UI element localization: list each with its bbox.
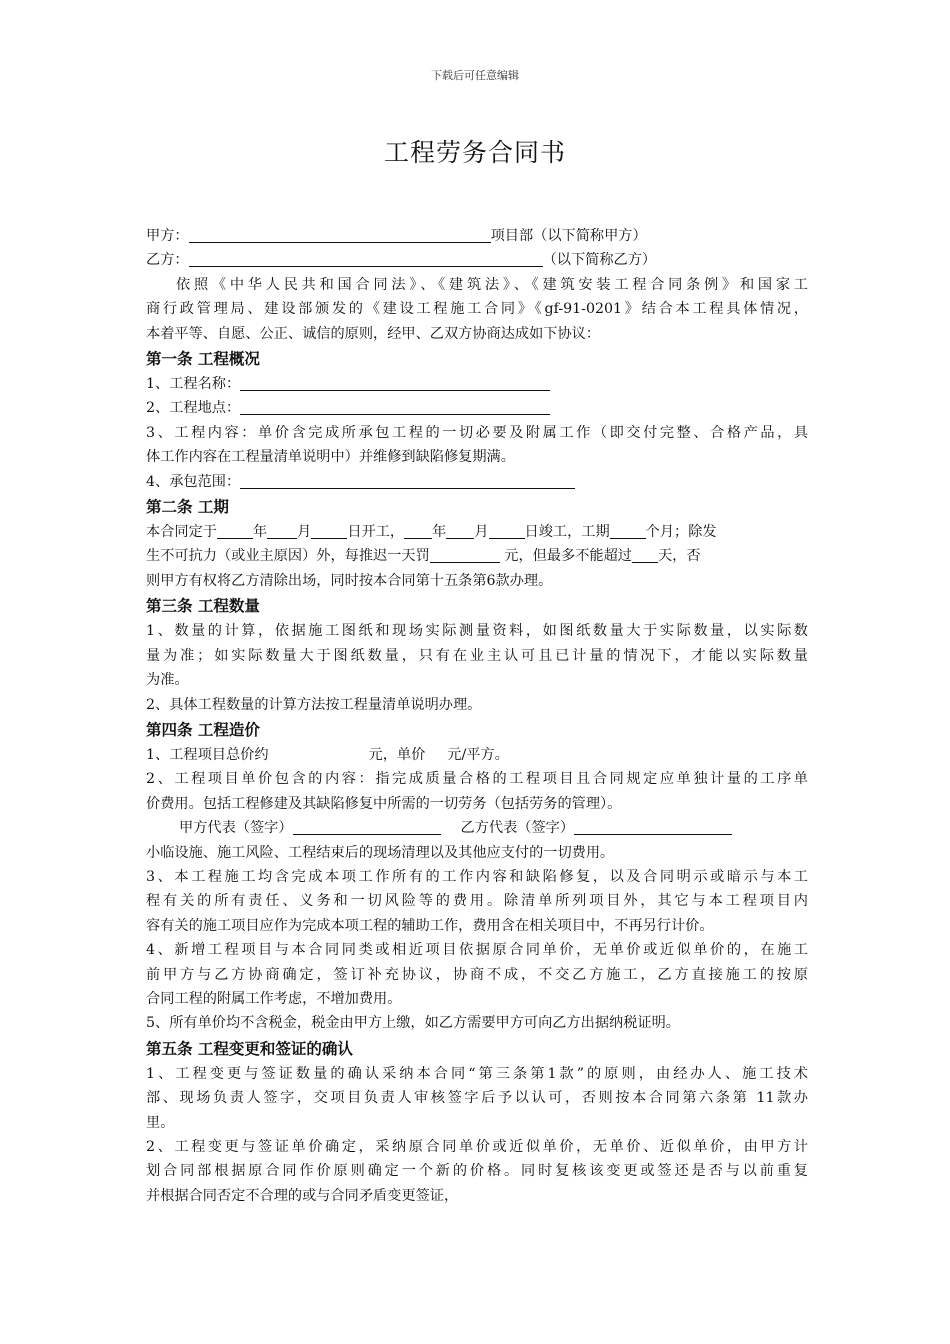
party-b-rep-blank <box>574 818 732 835</box>
cost-line-5: 4、新增工程项目与本合同同类或相近项目依据原合同单价，无单价或近似单价的，在施工 <box>146 942 808 959</box>
quantity-line-4: 2、具体工程数量的计算方法按工程量清单说明办理。 <box>146 696 482 713</box>
start-day-blank <box>311 522 347 539</box>
text: 1、工程项目总价约 <box>146 746 269 763</box>
text: 元，但最多不能超过 <box>499 548 632 565</box>
party-a-suffix: 项目部（以下简称甲方） <box>490 228 647 244</box>
start-year-blank <box>217 522 253 539</box>
text: 月 <box>474 524 489 541</box>
project-scope-line <box>146 470 808 494</box>
end-month-blank <box>446 522 474 539</box>
project-scope-label: 4、承包范围： <box>146 473 241 490</box>
text: 元，单价 <box>368 746 426 763</box>
party-b-blank <box>189 250 543 267</box>
intro-line-3: 本着平等、自愿、公正、诚信的原则，经甲、乙双方协商达成如下协议： <box>146 325 601 342</box>
text: 年 <box>252 524 268 541</box>
party-a-line <box>146 224 808 248</box>
project-content-line-2: 体工作内容在工程量清单说明中）并维修到缺陷修复期满。 <box>146 449 515 466</box>
price-content-line-1: 2、工程项目单价包含的内容：指完成质量合格的工程项目且合同规定应单独计量的工序单 <box>146 771 808 788</box>
project-place-line <box>146 396 808 420</box>
document-title: 工程劳务合同书 <box>383 138 566 167</box>
project-name-line <box>146 372 808 396</box>
schedule-line-3: 则甲方有权将乙方清除出场，同时按本合同第十五条第6款办理。 <box>146 572 553 589</box>
party-a-blank <box>189 226 491 243</box>
section-2-heading: 第二条 工期 <box>146 498 229 517</box>
cost-line-6: 前甲方与乙方协商确定，签订补充协议，协商不成，不交乙方施工，乙方直接施工的按原 <box>146 966 808 983</box>
party-a-rep-label: 甲方代表（签字） <box>179 820 293 837</box>
end-year-blank <box>404 522 432 539</box>
project-place-blank <box>240 398 550 415</box>
text: 生不可抗力（或业主原因）外，每推迟一天罚 <box>146 548 430 565</box>
project-name-blank <box>240 374 550 391</box>
quantity-line-3: 为准。 <box>146 672 189 689</box>
text: 天，否 <box>657 548 701 565</box>
text: 月 <box>297 524 312 541</box>
party-b-suffix: （以下简称乙方） <box>542 252 657 269</box>
text: 年 <box>432 524 447 541</box>
cost-line-7: 合同工程的附属工作考虑，不增加费用。 <box>146 990 402 1007</box>
quantity-line-2: 量为准；如实际数量大于图纸数量，只有在业主认可且已计量的情况下，才能以实际数量 <box>146 647 808 664</box>
change-line-2: 部、现场负责人签字，交项目负责人审核签字后予以认可，否则按本合同第六条第 11款办 <box>146 1090 808 1107</box>
section-3-heading: 第三条 工程数量 <box>146 597 260 616</box>
project-scope-blank <box>240 472 575 489</box>
project-name-label: 1、工程名称： <box>146 376 241 393</box>
quantity-line-1: 1、数量的计算，依据施工图纸和现场实际测量资料，如图纸数量大于实际数量，以实际数 <box>146 623 808 640</box>
price-content-line-2: 价费用。包括工程修建及其缺陷修复中所需的一切劳务（包括劳务的管理）。 <box>146 795 622 812</box>
section-1-heading: 第一条 工程概况 <box>146 350 260 369</box>
party-a-label: 甲方： <box>146 228 189 244</box>
cost-line-4: 容有关的施工项目应作为完成本项工程的辅助工作，费用含在相关项目中，不再另行计价。 <box>146 917 714 934</box>
change-line-4: 2、工程变更与签证单价确定，采纳原合同单价或近似单价，无单价、近似单价，由甲方计 <box>146 1139 808 1155</box>
schedule-line-1 <box>146 520 808 544</box>
change-line-6: 并根据合同否定不合理的或与合同矛盾变更签证， <box>146 1187 459 1204</box>
project-content-line-1: 3、工程内容：单价含完成所承包工程的一切必要及附属工作（即交付完整、合格产品，具 <box>146 424 808 441</box>
party-b-label: 乙方： <box>146 252 189 269</box>
project-place-label: 2、工程地点： <box>146 400 241 417</box>
change-line-3: 里。 <box>146 1114 175 1131</box>
document-body <box>146 224 808 1208</box>
change-line-1: 1、工程变更与签证数量的确认采纳本合同“第三条第1款”的原则，由经办人、施工技术 <box>146 1065 808 1082</box>
cost-line-3: 程有关的所有责任、义务和一切风险等的费用。除清单所列项目外，其它与本工程项目内 <box>146 893 808 910</box>
start-month-blank <box>267 522 297 539</box>
text: 日竣工，工期 <box>524 524 610 541</box>
price-line <box>146 743 808 767</box>
party-b-rep-label: 乙方代表（签字） <box>460 820 575 837</box>
signature-line <box>146 816 808 840</box>
text: 个月；除发 <box>645 524 717 541</box>
text: 本合同定于 <box>146 524 217 541</box>
end-day-blank <box>489 522 525 539</box>
intro-line-2: 商行政管理局、建设部颁发的《建设工程施工合同》《gf-91-0201》结合本工程具体情况， <box>146 301 808 318</box>
schedule-line-2 <box>146 544 808 568</box>
section-5-heading: 第五条 工程变更和签证的确认 <box>146 1039 353 1058</box>
max-days-blank <box>632 546 658 563</box>
text: 日开工， <box>347 524 405 541</box>
party-a-rep-blank <box>293 818 441 835</box>
cost-line-1: 小临设施、施工风险、工程结束后的现场清理以及其他应支付的一切费用。 <box>146 844 615 861</box>
intro-line-1: 依照《中华人民共和国合同法》、《建筑法》、《建筑安装工程合同条例》和国家工 <box>176 276 808 293</box>
section-4-heading: 第四条 工程造价 <box>146 720 260 739</box>
page-header: 下载后可任意编辑 <box>431 69 519 82</box>
party-b-line <box>146 248 808 272</box>
cost-line-8: 5、所有单价均不含税金，税金由甲方上缴，如乙方需要甲方可向乙方出据纳税证明。 <box>146 1015 680 1032</box>
cost-line-2: 3、本工程施工均含完成本项工作所有的工作内容和缺陷修复，以及合同明示或暗示与本工 <box>146 868 808 885</box>
change-line-5: 划合同部根据原合同作价原则确定一个新的价格。同时复核该变更或签还是否与以前重复 <box>146 1163 808 1180</box>
duration-blank <box>610 522 646 539</box>
penalty-blank <box>430 546 500 563</box>
text: 元/平方。 <box>447 746 509 763</box>
